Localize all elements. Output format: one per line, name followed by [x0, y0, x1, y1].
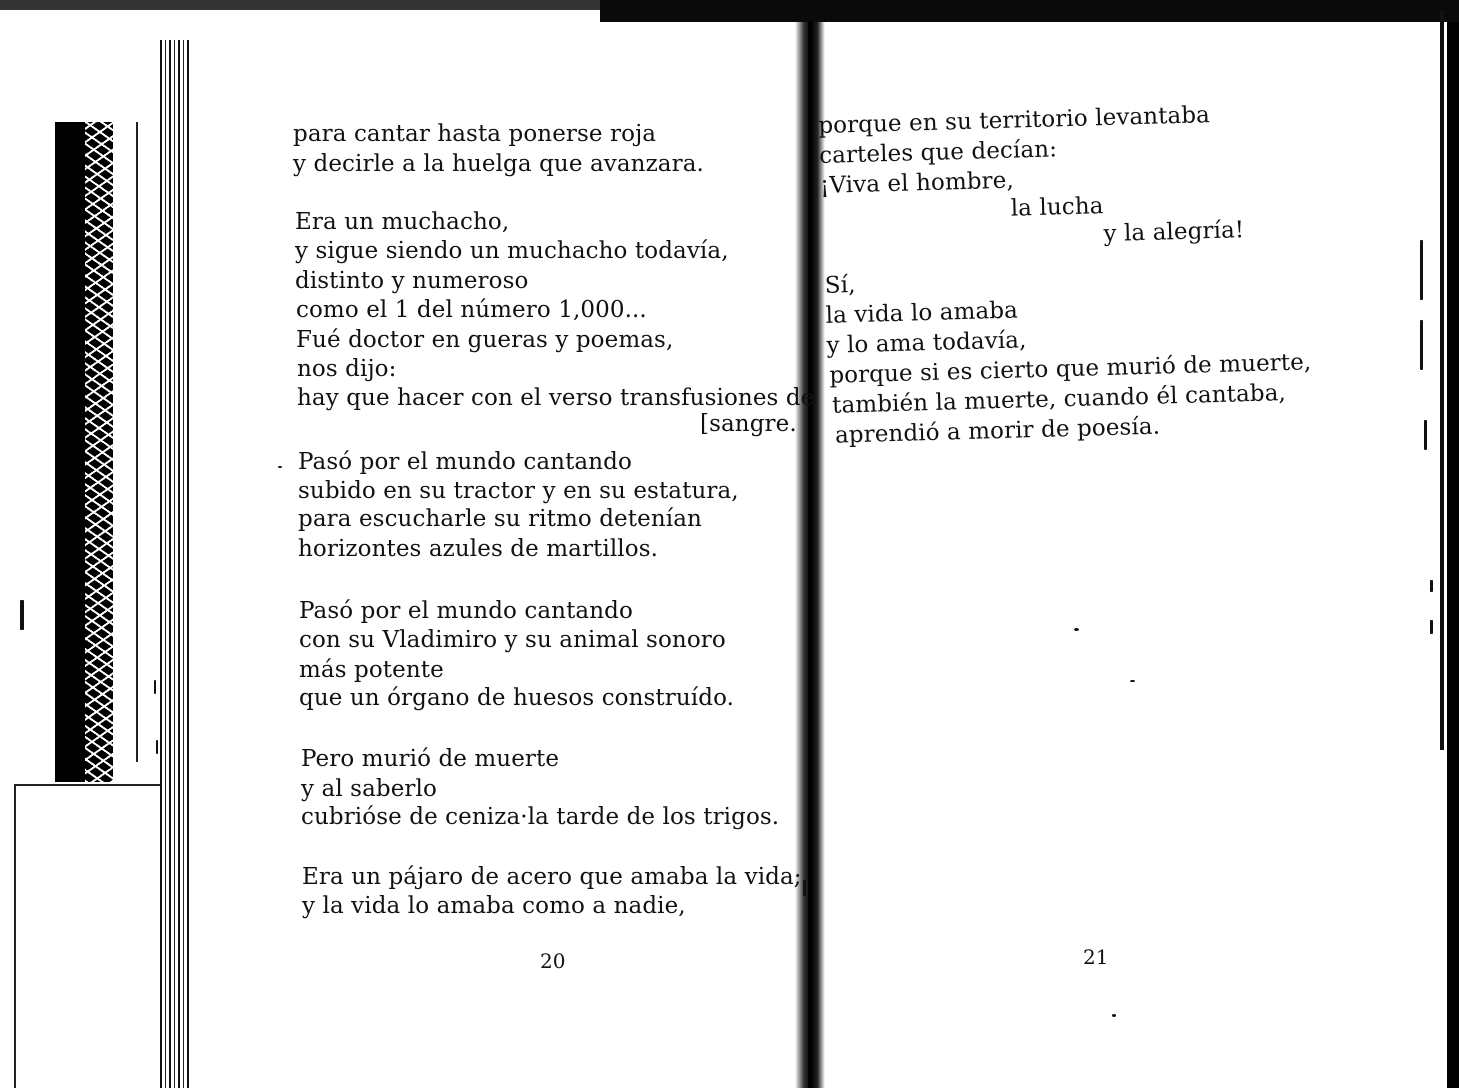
poem-line: carteles que decían: — [818, 136, 1058, 169]
scan-speck — [1420, 320, 1423, 370]
scan-speck — [1130, 680, 1135, 682]
poem-line: y decirle a la huelga que avanzara. — [293, 151, 704, 177]
poem-line: y la alegría! — [1103, 217, 1245, 248]
page-number-left: 20 — [540, 949, 566, 973]
right-page-text — [818, 97, 1347, 451]
poem-line: distinto y numeroso — [295, 268, 529, 294]
poem-line: porque en su territorio levantaba — [818, 102, 1211, 139]
poem-line: para cantar hasta ponerse roja — [293, 121, 657, 147]
gutter-shadow — [808, 22, 812, 1088]
scan-speck — [20, 600, 24, 630]
poem-line: y al saberlo — [301, 776, 437, 802]
cover-spine-dark — [55, 122, 87, 782]
poem-line: Sí, — [824, 272, 856, 299]
scan-speck — [1430, 620, 1433, 634]
poem-line: Pasó por el mundo cantando — [299, 598, 633, 624]
poem-line: también la muerte, cuando él cantaba, — [831, 380, 1287, 419]
poem-line: para escucharle su ritmo detenían — [298, 506, 702, 532]
poem-line: aprendió a morir de poesía. — [834, 413, 1161, 449]
scan-speck — [1420, 240, 1423, 300]
scanner-edge-top — [600, 0, 1459, 22]
poem-line: nos dijo: — [297, 356, 397, 382]
cover-edge-line — [136, 122, 138, 762]
poem-line: Fué doctor en gueras y poemas, — [296, 327, 674, 353]
poem-line: la vida lo amaba — [825, 297, 1019, 329]
poem-line: horizontes azules de martillos. — [298, 536, 659, 562]
scan-speck — [1424, 420, 1427, 450]
poem-line: subido en su tractor y en su estatura, — [298, 478, 739, 504]
scanner-edge-top-left — [0, 0, 600, 10]
scan-speck — [803, 880, 806, 896]
poem-line: Era un pájaro de acero que amaba la vida; — [302, 864, 802, 890]
poem-line: más potente — [299, 657, 444, 683]
scan-speck — [156, 740, 158, 754]
poem-line: y sigue siendo un muchacho todavía, — [295, 238, 729, 264]
right-edge-line — [1440, 10, 1444, 750]
poem-line: como el 1 del número 1,000... — [296, 297, 647, 323]
poem-line: [sangre. — [700, 411, 797, 437]
poem-line: Era un muchacho, — [295, 209, 510, 235]
scan-speck — [1074, 628, 1079, 631]
poem-line: que un órgano de huesos construído. — [299, 685, 735, 711]
poem-line: la lucha — [1010, 193, 1104, 222]
poem-line: hay que hacer con el verso transfusiones de — [297, 385, 815, 411]
scanner-bed-edge — [14, 784, 164, 1088]
poem-line: y la vida lo amaba como a nadie, — [302, 893, 686, 919]
left-page-edge — [160, 40, 190, 1088]
scan-speck — [1112, 1014, 1116, 1017]
poem-line: porque si es cierto que murió de muerte, — [829, 349, 1312, 389]
poem-line: y lo ama todavía, — [826, 327, 1027, 359]
scan-speck — [1430, 580, 1433, 592]
cover-pattern — [85, 122, 113, 782]
right-page-edge — [1447, 22, 1459, 1088]
scan-speck — [154, 680, 156, 694]
scan-speck — [278, 466, 282, 468]
poem-line: con su Vladimiro y su animal sonoro — [299, 627, 726, 653]
poem-line: cubrióse de ceniza·la tarde de los trigos. — [301, 804, 780, 830]
poem-line: Pero murió de muerte — [301, 746, 560, 772]
page-number-right: 21 — [1083, 945, 1109, 969]
poem-line: ¡Viva el hombre, — [819, 167, 1015, 199]
left-page — [160, 40, 808, 1088]
poem-line: Pasó por el mundo cantando — [298, 449, 632, 475]
